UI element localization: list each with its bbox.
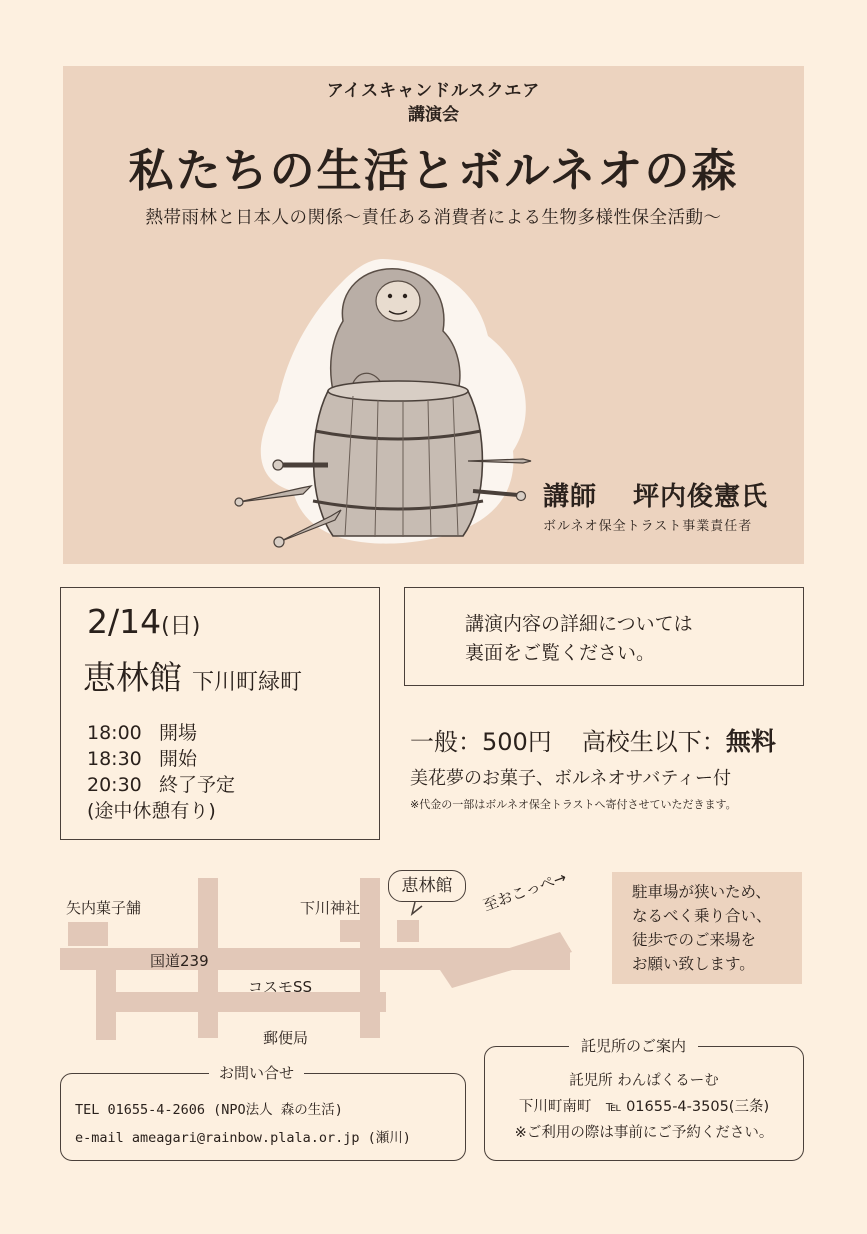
schedule-row — [87, 718, 197, 745]
map-label-route: 国道239 — [150, 952, 209, 970]
schedule-time: 20:30 — [87, 774, 142, 796]
childcare-note: ※ご利用の際は事前にご予約ください。 — [514, 1125, 774, 1141]
page-subtitle: 熱帯雨林と日本人の関係～責任ある消費者による生物多様性保全活動～ — [145, 208, 722, 228]
map-label-post-office: 郵便局 — [263, 1029, 309, 1047]
speaker-role: ボルネオ保全トラスト事業責任者 — [543, 519, 753, 534]
speaker-label: 講師 — [543, 482, 598, 512]
contact-box — [60, 1064, 466, 1161]
map-venue-callout: 恵林館 — [388, 870, 466, 902]
venue-area: 下川町緑町 — [192, 670, 303, 695]
event-venue — [83, 652, 302, 699]
event-info-box — [60, 587, 380, 840]
map-label-shrine: 下川神社 — [300, 899, 361, 917]
details-line: 講演内容の詳細については — [465, 613, 693, 635]
schedule-label: 開始 — [159, 748, 198, 770]
speaker-name: 坪内俊憲氏 — [633, 482, 769, 512]
break-note: (途中休憩有り) — [87, 800, 216, 822]
page-title: 私たちの生活とボルネオの森 — [128, 144, 739, 197]
parking-notice — [612, 872, 802, 984]
schedule-row — [87, 744, 197, 771]
parking-line: 駐車場が狭いため、 — [632, 883, 771, 901]
details-reference-box — [404, 587, 804, 686]
gift-info: 美花夢のお菓子、ボルネオサバティー付 — [410, 768, 731, 789]
student-price: 無料 — [725, 727, 776, 756]
schedule-time: 18:30 — [87, 748, 142, 770]
speaker-heading — [543, 476, 768, 513]
details-line: 裏面をご覧ください。 — [465, 642, 656, 664]
contact-title: お問い合せ — [209, 1062, 304, 1083]
schedule-time: 18:00 — [87, 722, 142, 744]
student-price-label: 高校生以下： — [581, 728, 726, 756]
parking-line: なるべく乗り合い、 — [632, 907, 772, 925]
contact-email: e-mail ameagari@rainbow.plala.or.jp (瀬川) — [75, 1130, 411, 1146]
childcare-box — [484, 1037, 804, 1161]
schedule-label: 終了予定 — [159, 774, 236, 796]
pricing-line — [410, 722, 776, 758]
map-label-station: コスモSS — [248, 978, 313, 996]
general-price: 一般：500円 — [410, 728, 552, 756]
schedule-label: 開場 — [159, 722, 198, 744]
header-panel — [63, 66, 804, 564]
venue-name: 恵林館 — [83, 658, 182, 697]
childcare-title: 託児所のご案内 — [569, 1035, 698, 1056]
schedule-row — [87, 770, 235, 797]
daggers-illustration — [231, 474, 351, 554]
childcare-name: 託児所 わんぱくるーむ — [569, 1073, 719, 1089]
organizer-name: アイスキャンドルスクエア — [326, 81, 541, 101]
map-label-shop: 矢内菓子舗 — [66, 899, 142, 917]
event-date — [87, 602, 200, 641]
donation-note: ※代金の一部はボルネオ保全トラストへ寄付させていただきます。 — [410, 798, 737, 811]
childcare-address-tel: 下川町南町 ℡ 01655-4-3505(三条) — [518, 1099, 770, 1115]
event-series: 講演会 — [408, 105, 459, 125]
map-label-direction: 至おこっぺ→ — [480, 868, 569, 915]
event-date-value: 2/14 — [87, 602, 162, 641]
contact-tel: TEL 01655-4-2606 (NPO法人 森の生活) — [75, 1102, 343, 1118]
event-day-of-week: (日) — [161, 614, 201, 639]
parking-line: 徒歩でのご来場を — [632, 931, 757, 949]
parking-line: お願い致します。 — [632, 955, 755, 973]
